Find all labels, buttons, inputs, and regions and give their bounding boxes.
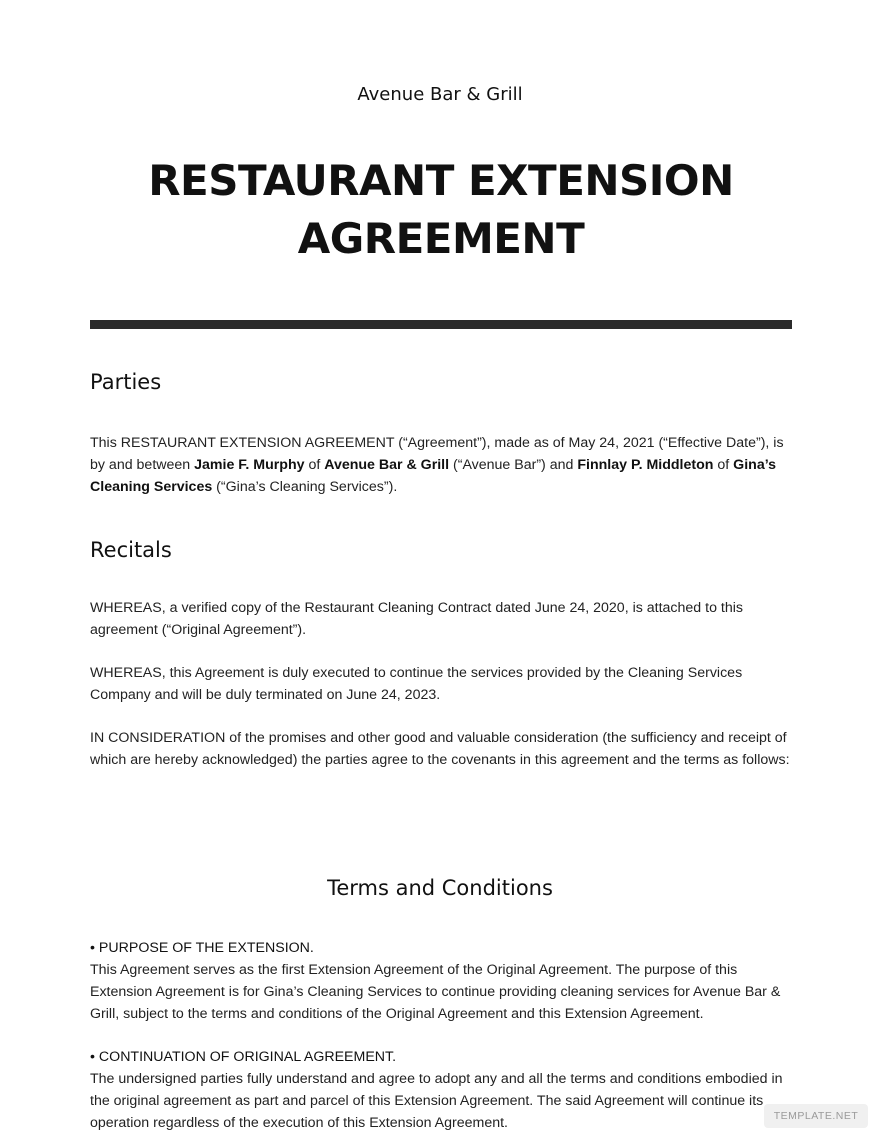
term-item-purpose [90,937,790,1025]
parties-text-5: (“Gina’s Cleaning Services”). [212,479,398,495]
company-name: Avenue Bar & Grill [357,84,523,105]
party1-company: Avenue Bar & Grill [324,457,450,473]
party2-name: Finnlay P. Middleton [577,457,714,473]
recital-paragraph-1: WHEREAS, a verified copy of the Restaurant Cleaning Contract dated June 24, 2020, is attached to this agreement (“Original Agreement”). [90,600,743,638]
terms-heading: Terms and Conditions [327,876,553,900]
title-line-2: AGREEMENT [297,214,585,263]
parties-heading: Parties [90,370,162,394]
parties-paragraph [90,432,790,498]
template-watermark: TEMPLATE.NET [764,1104,868,1128]
term-item-title: • CONTINUATION OF ORIGINAL AGREEMENT. [90,1049,397,1065]
term-item-continuation [90,1046,790,1134]
recitals-heading: Recitals [90,538,172,562]
parties-text-2: of [304,457,325,473]
title-line-1: RESTAURANT EXTENSION [148,156,734,205]
title-divider [90,320,792,329]
term-item-title: • PURPOSE OF THE EXTENSION. [90,940,314,956]
recital-paragraph-2: WHEREAS, this Agreement is duly executed to continue the services provided by the Cleaning Services Company and will be duly terminated on June 24, 2023. [90,665,743,703]
term-item-body: This Agreement serves as the first Extension Agreement of the Original Agreement. The purpose of this Extension Agreement is for Gina’s Cleaning Services to continue providing cleaning services for Avenue Bar & Grill, subject to the terms and conditions of the Original Agreement and this Extension Agreement. [90,962,781,1022]
party2-company: Gina’s Cleaning Services [90,457,777,495]
parties-text-3: (“Avenue Bar”) and [449,457,578,473]
parties-text-1: This RESTAURANT EXTENSION AGREEMENT (“Agreement”), made as of May 24, 2021 (“Effective Date”), is by and between [90,435,784,473]
recital-paragraph-3: IN CONSIDERATION of the promises and other good and valuable consideration (the sufficiency and receipt of which are hereby acknowledged) the parties agree to the covenants in this agreement and the terms as follows: [90,730,790,768]
parties-text-4: of [713,457,734,473]
party1-name: Jamie F. Murphy [194,457,305,473]
term-item-body: The undersigned parties fully understand and agree to adopt any and all the terms and conditions embodied in the original agreement as part and parcel of this Extension Agreement. The said Agreement will continue its operation regardless of the execution of this Extension Agreement. [90,1071,783,1131]
document-title [90,152,792,268]
